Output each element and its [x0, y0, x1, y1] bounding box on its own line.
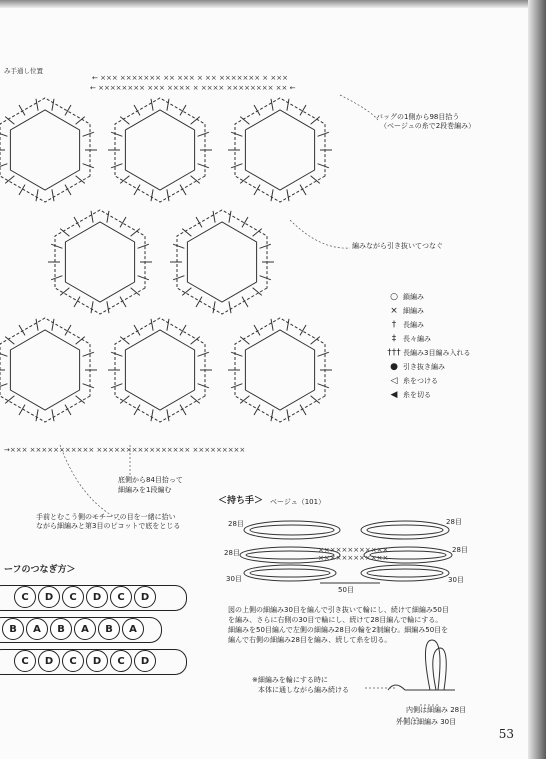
outer-ring-label: 外側は細編み 30目 [396, 718, 457, 726]
stitch-mark [240, 337, 249, 345]
stitch-mark [240, 117, 249, 125]
motif-cell: B [2, 618, 24, 640]
motif-cell: D [86, 586, 108, 608]
bottom-pickup-note: 細編みを1段編む [118, 486, 172, 494]
stitch-mark [52, 99, 54, 111]
stitch-mark [5, 337, 14, 345]
stitch-mark [83, 384, 94, 388]
join-title: ーフのつなぎ方＞ [4, 565, 76, 575]
handle-count-right-top: 28目 [446, 518, 462, 526]
stitch-mark [229, 211, 231, 223]
stitch-mark [287, 319, 289, 331]
bottom-stitch-row: →××× ××××××××××× ×××××××××××××××× ××××××××× [4, 446, 246, 454]
stitch-mark [138, 276, 149, 280]
cut-yarn-icon: ◀ [390, 390, 398, 400]
legend-item [385, 318, 424, 332]
motif-cell: A [122, 618, 144, 640]
stitch-mark [0, 132, 7, 136]
stitch-mark [287, 189, 289, 201]
slip-stitch-icon: ● [390, 362, 398, 372]
handle-desc-1: 図の上側の細編み30目を編んで引き抜いて輪にし、続けて細編み50目 [228, 606, 449, 614]
stitch-mark [138, 244, 149, 248]
stitch-mark [231, 132, 242, 136]
stitch-mark [167, 99, 169, 111]
stitch-mark [318, 352, 329, 356]
stitch-mark [231, 352, 242, 356]
stitch-mark [231, 164, 242, 168]
bag-pickup-note: （ベージュの糸で2段巻編み） [380, 122, 476, 130]
stitch-mark [254, 325, 260, 335]
stitch-mark [120, 337, 129, 345]
motif-cell: C [14, 650, 36, 672]
stitch-mark [196, 217, 202, 227]
stitch-mark [198, 132, 209, 136]
top-stitch-row: ← ×××××××× ××× ×××× × ×××× ×××××××× ×× ← [90, 84, 296, 92]
handle-count-left-top: 28目 [228, 520, 244, 528]
stitch-mark [198, 164, 209, 168]
stitch-mark [107, 211, 109, 223]
stitch-mark [318, 164, 329, 168]
motif-cell: D [38, 650, 60, 672]
stitch-mark [52, 409, 54, 421]
stitch-mark [83, 352, 94, 356]
legend-label: 長々編み [403, 335, 431, 343]
stitch-mark [36, 99, 38, 111]
stitch-mark [111, 132, 122, 136]
stitch-mark [111, 164, 122, 168]
stitch-mark [213, 211, 215, 223]
handle-count-right-mid: 28目 [452, 546, 468, 554]
legend-item [385, 346, 470, 360]
page-number: 53 [498, 727, 514, 741]
stitch-mark [167, 409, 169, 421]
hexagon-motif [125, 330, 194, 410]
motif-cell: C [62, 586, 84, 608]
hexagon-motif [245, 110, 314, 190]
stitch-mark [151, 409, 153, 421]
hexagon-motif [235, 98, 325, 202]
handle-title: ＜持ち手＞ [218, 496, 264, 506]
stitch-mark [134, 325, 140, 335]
legend-label: 引き抜き編み [403, 363, 445, 371]
motif-cell: C [110, 650, 132, 672]
stitch-mark [111, 384, 122, 388]
motif-cell: C [14, 586, 36, 608]
stitch-mark [260, 244, 271, 248]
stitch-mark [19, 325, 25, 335]
double-crochet-icon: † [391, 320, 397, 330]
stitch-mark [36, 189, 38, 201]
stitch-mark [91, 211, 93, 223]
motif-cell: C [62, 650, 84, 672]
stitch-mark [36, 409, 38, 421]
hexagon-motif [65, 222, 134, 302]
stitch-mark [83, 164, 94, 168]
stitch-mark [134, 105, 140, 115]
legend-item [385, 388, 431, 402]
handle-yarn-label: ベージュ（101） [270, 498, 326, 506]
stitch-mark [318, 132, 329, 136]
motif-cell: A [74, 618, 96, 640]
stitch-mark [60, 229, 69, 237]
inner-ring-label: 内側は細編み 28目 [406, 706, 467, 714]
stitch-mark [287, 409, 289, 421]
stitch-mark [254, 105, 260, 115]
stitch-mark [74, 217, 80, 227]
close-note-label: 手前とむこう側のモチーフの目を一緒に拾い [36, 513, 176, 521]
hexagon-motif [177, 210, 267, 314]
join-note-label: 編みながら引き抜いてつなぐ [352, 242, 443, 250]
legend-item [385, 290, 424, 304]
hexagon-motif [10, 330, 79, 410]
wrap-note-2: 本体に通しながら編み続ける [258, 686, 349, 694]
stitch-mark [83, 132, 94, 136]
legend-item [385, 374, 438, 388]
motif-cell: D [134, 650, 156, 672]
motif-cell: A [26, 618, 48, 640]
stitch-mark [167, 189, 169, 201]
stitch-mark [0, 352, 7, 356]
stitch-mark [182, 229, 191, 237]
stitch-mark [52, 189, 54, 201]
stitch-mark [198, 384, 209, 388]
join-row [14, 586, 158, 608]
wrap-note-1: ※細編みを輪にする時に [252, 676, 328, 684]
stitch-mark [51, 276, 62, 280]
treble-crochet-icon: ‡ [391, 334, 397, 344]
motif-cell: B [98, 618, 120, 640]
stitch-mark [5, 117, 14, 125]
handle-stitch-row: ×××××××××××× [318, 546, 389, 554]
stitch-mark [111, 352, 122, 356]
stitch-mark [213, 301, 215, 313]
stitch-mark [318, 384, 329, 388]
hexagon-motif [245, 330, 314, 410]
handle-stitch-row: ×××××××××××× [318, 554, 389, 562]
stitch-mark [120, 117, 129, 125]
hexagon-motif [55, 210, 145, 314]
chain-stitch-icon: ○ [390, 292, 398, 302]
stitch-mark [271, 99, 273, 111]
motif-cell: D [38, 586, 60, 608]
stitch-mark [229, 301, 231, 313]
hexagon-motif [115, 98, 205, 202]
stitch-mark [0, 384, 7, 388]
single-crochet-icon: × [390, 306, 398, 316]
start-position-label: み手通し位置 [4, 67, 43, 75]
handle-desc-3: 細編みを50目編んで左側の細編み28目の輪を2制編む。細編み50目を [228, 626, 449, 634]
stitch-mark [151, 319, 153, 331]
legend-label: 糸を切る [403, 391, 431, 399]
handle-count-left-mid: 28目 [224, 549, 240, 557]
stitch-mark [231, 384, 242, 388]
stitch-mark [173, 276, 184, 280]
join-yarn-icon: ◁ [390, 376, 398, 386]
handle-count-center: 50目 [338, 586, 354, 594]
hexagon-motif [10, 110, 79, 190]
handle-desc-4: 編んで右側の細編み28目を編み、続して糸を切る。 [228, 636, 392, 644]
stitch-mark [51, 244, 62, 248]
handle-count-right-bottom: 30目 [448, 576, 464, 584]
join-row [2, 618, 146, 640]
legend-item [385, 304, 424, 318]
stitch-mark [271, 409, 273, 421]
handle-count-left-bottom: 30目 [226, 575, 242, 583]
legend-item [385, 360, 445, 374]
stitch-mark [287, 99, 289, 111]
motif-cell: D [86, 650, 108, 672]
stitch-mark [36, 319, 38, 331]
stitch-mark [167, 319, 169, 331]
hexagon-motif [0, 98, 90, 202]
hexagon-motif [0, 318, 90, 422]
stitch-mark [19, 105, 25, 115]
top-stitch-row: ← ××× ××××××× ×× ××× × ×× ××××××× × ××× [92, 74, 288, 82]
stitch-mark [173, 244, 184, 248]
legend-label: 長編み [403, 321, 424, 329]
cluster-icon: ††† [387, 348, 401, 358]
handle-desc-2: を編み、さらに右側の30目で輪にし、続けて28目編んで輪にする。 [228, 616, 443, 624]
hexagon-motif [187, 222, 256, 302]
stitch-mark [271, 319, 273, 331]
stitch-mark [107, 301, 109, 313]
stitch-mark [0, 164, 7, 168]
hexagon-motif [115, 318, 205, 422]
motif-cell: C [110, 586, 132, 608]
hexagon-motif [235, 318, 325, 422]
join-row [14, 650, 158, 672]
legend-label: 鎖編み [403, 293, 424, 301]
stitch-mark [91, 301, 93, 313]
motif-cell: D [134, 586, 156, 608]
stitch-mark [260, 276, 271, 280]
legend-label: 長編み3目編み入れる [403, 349, 471, 357]
motif-cell: B [50, 618, 72, 640]
stitch-mark [52, 319, 54, 331]
legend-item [385, 332, 431, 346]
stitch-mark [151, 99, 153, 111]
stitch-mark [151, 189, 153, 201]
hexagon-motif [125, 110, 194, 190]
legend-label: 細編み [403, 307, 424, 315]
stitch-mark [198, 352, 209, 356]
close-note-label-2: ながら細編みと第3目のピコットで底をとじる [36, 522, 181, 530]
bag-pickup-label: バッグの1側から98目拾う [376, 113, 460, 121]
bottom-pickup-label: 底側から84目拾って [118, 476, 183, 484]
stitch-mark [271, 189, 273, 201]
legend-label: 糸をつける [403, 377, 438, 385]
